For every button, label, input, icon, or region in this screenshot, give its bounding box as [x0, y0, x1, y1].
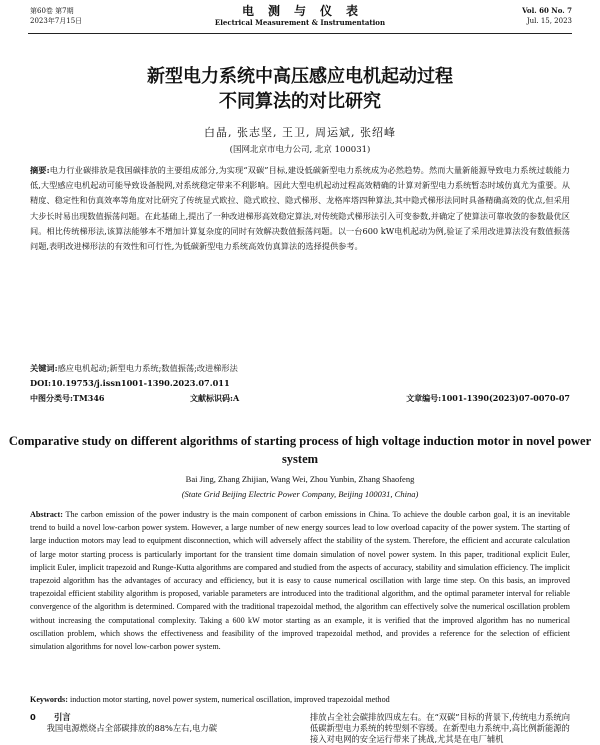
abstract-cn-label: 摘要:	[30, 165, 50, 175]
section-heading-intro	[30, 712, 290, 723]
clc-number: 中图分类号:TM346	[30, 393, 105, 403]
article-number: 文章编号:1001-1390(2023)07-0070-07	[406, 393, 570, 403]
section-title: 引言	[54, 712, 71, 722]
abstract-en	[30, 508, 570, 653]
keywords-cn	[30, 362, 570, 375]
running-header	[0, 0, 600, 40]
date-cn: 2023年7月15日	[30, 17, 83, 25]
title-cn-line-2: 不同算法的对比研究	[219, 91, 381, 112]
abstract-cn-text: 电力行业碳排放是我国碳排放的主要组成部分,为实现“双碳”目标,建设低碳新型电力系统成为必然趋势。然而大量新能源导致电力系统过载能力低,大型感应电机起动可能导致设备脱网,对系统稳定带来不利影响。因此大型电机起动过程高效精确的计算对新型电力系统暂态时域仿真尤为重要。从精度、稳定性和仿真效率等角度对比研究了传统显式欧拉、隐式欧拉、隐式梯形、龙格库塔四种算法,其中隐式梯形法同时具备精确高效的优点,但采用大步长时易出现数值振荡问题。在此基础上,提出了一种改进梯形高效稳定算法,对传统隐式梯形法引入可变参数,并确定了使算法可靠收敛的参数最优区间。相比传统梯形法,该算法能够本不增加计算复杂度的同时有效解决数值振荡问题。以一台600 kW电机起动为例,验证了采用改进算法没有数值振荡问题,表明改进梯形法的有效性和可行性,为低碳新型电力系统高效仿真算法的选择提供参考。	[30, 165, 570, 252]
authors-en: Bai Jing, Zhang Zhijian, Wang Wei, Zhou Yunbin, Zhang Shaofeng	[185, 474, 415, 484]
volume-cn: 第60卷 第7期	[30, 7, 74, 15]
abstract-en-text: The carbon emission of the power industry is the main component of carbon emissions in China. To achieve the double carbon goal, it is an inevitable trend to build a novel low-carbon power system. However, a large number of new energy sources lead to low overload capacity of the power system. The starting of large induction motors may lead to equipment disconnection, which will adversely affect the stability of the system. Therefore, the efficient and accurate calculation of large motor starting process is particularly important for the transient time domain simulation of novel power system. In this paper, traditional explicit Euler, implicit Euler, implicit trapezoid and Runge-Kutta algorithms are compared and studied from the aspects of accuracy, stability and simulation efficiency. The implicit trapezoid algorithm has the advantages of accuracy and efficiency, but it is easy to cause numerical oscillation with large time step. On this basis, an improved trapezoidal efficient stability algorithm is proposed, variable parameters are introduced into the traditional algorithm, and the optimal parameter interval for reliable convergence of the algorithm is determined. Compared with the traditional trapezoidal method, the algorithm can effectively solve the numerical oscillation problem without increasing the computational complexity. Taking a 600 kW motor starting as an example, it is verified that the improved algorithm has no numerical oscillation problem, which shows the effectiveness and feasibility of the improved trapezoidal method, and provides a reference for the selection of efficient simulation algorithms for novel low-carbon power system.	[30, 510, 570, 652]
date-en: Jul. 15, 2023	[526, 17, 572, 25]
document-code: 文献标识码:A	[190, 393, 240, 403]
title-en: Comparative study on different algorithms of starting process of high voltage induction motor in novel power system	[8, 434, 592, 466]
keywords-cn-text: 感应电机起动;新型电力系统;数值振荡;改进梯形法	[57, 363, 238, 373]
keywords-en-label: Keywords:	[30, 695, 68, 704]
abstract-en-label: Abstract:	[30, 510, 63, 519]
doi: DOI:10.19753/j.issn1001-1390.2023.07.011	[30, 378, 230, 388]
authors-cn: 白晶, 张志坚, 王卫, 周运斌, 张绍峰	[204, 126, 396, 139]
keywords-cn-label: 关键词:	[30, 363, 58, 373]
affiliation-en: (State Grid Beijing Electric Power Company, Beijing 100031, China)	[181, 489, 419, 499]
title-cn-line-1: 新型电力系统中高压感应电机起动过程	[147, 66, 453, 87]
journal-name-cn: 电测与仪表	[241, 4, 372, 18]
keywords-en	[30, 694, 570, 706]
body-left-column	[30, 712, 290, 734]
journal-name-en: Electrical Measurement & Instrumentation	[214, 18, 386, 27]
header-right	[522, 6, 572, 26]
affiliation-cn: (国网北京市电力公司, 北京 100031)	[229, 145, 371, 155]
keywords-en-text: induction motor starting, novel power system, numerical oscillation, improved trapezoidal method	[67, 695, 390, 704]
title-cn	[0, 64, 600, 114]
intro-left-text: 我国电源燃烧占全部碳排放的88%左右,电力碳	[46, 723, 218, 733]
body-right-column	[310, 712, 572, 745]
section-number: 0	[30, 712, 36, 722]
header-center	[0, 4, 600, 28]
intro-right-text: 排放占全社会碳排放四成左右。在“双碳”目标的背景下,传统电力系统向低碳新型电力系统的转型刻不容缓。在新型电力系统中,高比例新能源的接入对电网的安全运行带来了挑战,尤其是在电厂辅机	[310, 712, 571, 744]
abstract-cn	[30, 163, 570, 254]
header-rule	[28, 33, 572, 34]
volume-en: Vol. 60 No. 7	[522, 6, 572, 15]
